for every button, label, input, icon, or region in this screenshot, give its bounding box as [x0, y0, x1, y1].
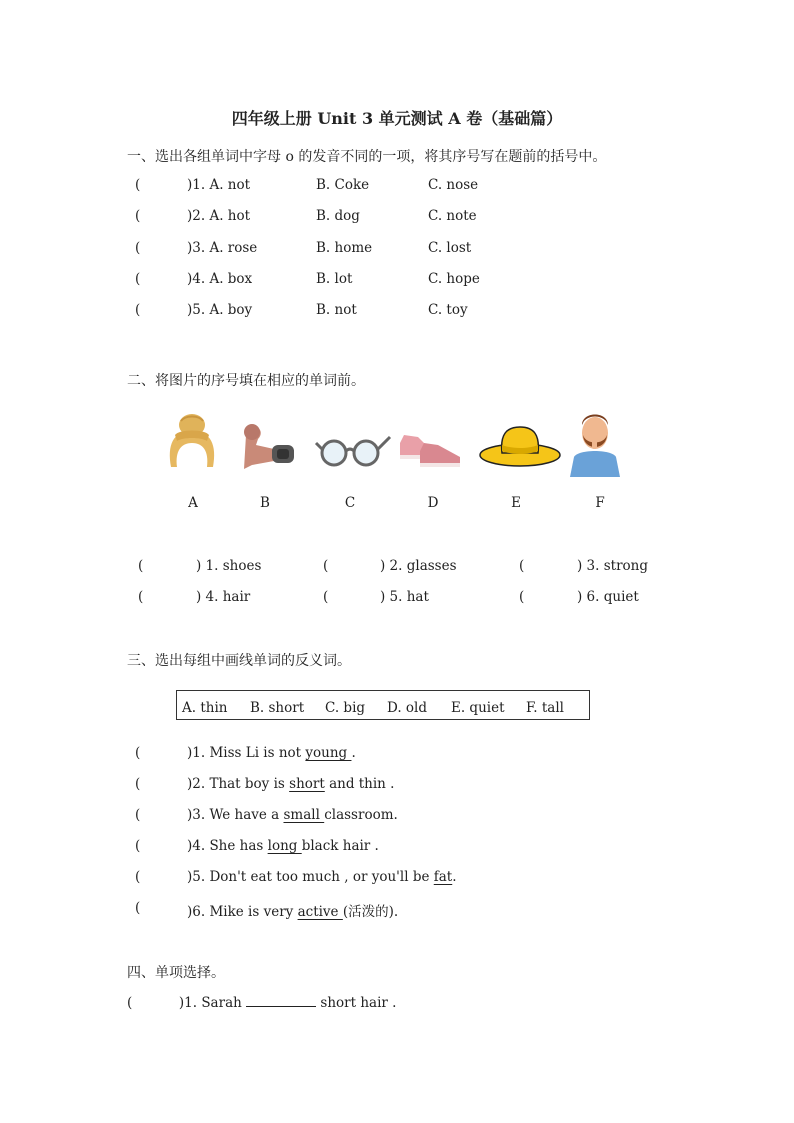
hair-bun-icon	[163, 405, 221, 477]
picture-label: B	[260, 495, 270, 511]
glasses-icon	[314, 405, 392, 477]
word-item: ) 5. hat	[380, 589, 429, 605]
paren: (	[135, 208, 141, 225]
option-a: )5. A. boy	[187, 302, 253, 319]
sentence-text: )1. Miss Li is not	[187, 745, 306, 761]
sentence	[187, 869, 457, 885]
sentence-text: )5. Don't eat too much , or you'll be	[187, 869, 434, 885]
underlined-word: small	[283, 807, 325, 823]
word-item: ) 1. shoes	[196, 558, 262, 574]
question-row	[127, 994, 396, 1011]
picture-label: C	[344, 495, 356, 511]
underlined-word: long	[267, 838, 302, 854]
paren: (	[135, 270, 141, 287]
paren: (	[323, 558, 329, 574]
antonym-option: B. short	[250, 700, 305, 716]
option-c: C. note	[428, 208, 477, 225]
sentence	[187, 807, 398, 823]
antonym-option: A. thin	[182, 700, 228, 716]
paren: (	[135, 239, 141, 256]
word-item: ) 2. glasses	[380, 558, 457, 574]
question-text: short hair .	[320, 995, 397, 1011]
word-item: ) 6. quiet	[577, 589, 639, 605]
paren: (	[127, 995, 133, 1011]
antonym-option: F. tall	[526, 700, 564, 716]
sentence	[187, 776, 394, 792]
antonym-option: C. big	[325, 700, 366, 716]
sentence-text: classroom.	[324, 807, 398, 823]
underlined-word: active	[297, 904, 343, 920]
sentence-text: )3. We have a	[187, 807, 284, 823]
sentence-text: )4. She has	[187, 838, 268, 854]
shoes-icon	[396, 405, 464, 477]
quiet-man-icon	[566, 405, 624, 477]
underlined-word: young	[305, 745, 352, 761]
option-a: )4. A. box	[187, 270, 253, 287]
underlined-word: short	[289, 776, 325, 792]
paren: (	[138, 558, 144, 574]
sentence	[187, 838, 379, 854]
paren: (	[135, 838, 141, 854]
paren: (	[138, 589, 144, 605]
picture-label: A	[188, 495, 198, 511]
paren: (	[135, 745, 141, 761]
sentence-text: black hair .	[301, 838, 379, 854]
sentence	[187, 745, 356, 761]
section3-heading: 三、选出每组中画线单词的反义词。	[127, 653, 351, 669]
option-c: C. hope	[428, 270, 480, 287]
paren: (	[519, 558, 525, 574]
option-b: B. Coke	[316, 177, 370, 193]
paren: (	[135, 869, 141, 885]
underlined-word: fat	[433, 869, 453, 885]
sentence-text: .	[452, 869, 457, 885]
option-b: B. dog	[316, 208, 360, 225]
paren: (	[135, 776, 141, 792]
picture-label: D	[427, 495, 439, 511]
paren: (	[135, 900, 141, 916]
sentence-text: )2. That boy is	[187, 776, 290, 792]
sentence-text: )6. Mike is very	[187, 904, 298, 920]
option-a: )3. A. rose	[187, 239, 258, 256]
sentence-text: (活泼的).	[342, 904, 399, 920]
option-c: C. toy	[428, 302, 468, 319]
page-title: 四年级上册 Unit 3 单元测试 A 卷（基础篇）	[231, 109, 563, 128]
sentence	[187, 900, 398, 920]
sentence-text: and thin .	[324, 776, 395, 792]
antonym-option: E. quiet	[451, 700, 505, 716]
option-a: )1. A. not	[187, 177, 251, 193]
option-c: C. lost	[428, 239, 472, 256]
hat-icon	[478, 405, 562, 477]
antonym-option: D. old	[387, 700, 428, 716]
strong-arm-icon	[236, 405, 298, 477]
picture-label: E	[511, 495, 521, 511]
sentence-text: .	[351, 745, 356, 761]
option-c: C. nose	[428, 177, 479, 193]
question-text: )1. Sarah	[178, 995, 247, 1011]
section1-heading: 一、选出各组单词中字母 o 的发音不同的一项，将其序号写在题前的括号中。	[127, 149, 607, 165]
word-item: ) 4. hair	[196, 589, 251, 605]
paren: (	[323, 589, 329, 605]
option-b: B. lot	[316, 270, 353, 287]
paren: (	[135, 177, 141, 193]
answer-blank[interactable]	[246, 994, 316, 1007]
picture-label: F	[595, 495, 605, 511]
option-b: B. home	[316, 239, 373, 256]
section2-heading: 二、将图片的序号填在相应的单词前。	[127, 373, 365, 389]
option-b: B. not	[316, 302, 357, 319]
paren: (	[519, 589, 525, 605]
paren: (	[135, 302, 141, 319]
word-item: ) 3. strong	[577, 558, 649, 574]
option-a: )2. A. hot	[187, 208, 251, 225]
paren: (	[135, 807, 141, 823]
section4-heading: 四、单项选择。	[127, 965, 225, 981]
